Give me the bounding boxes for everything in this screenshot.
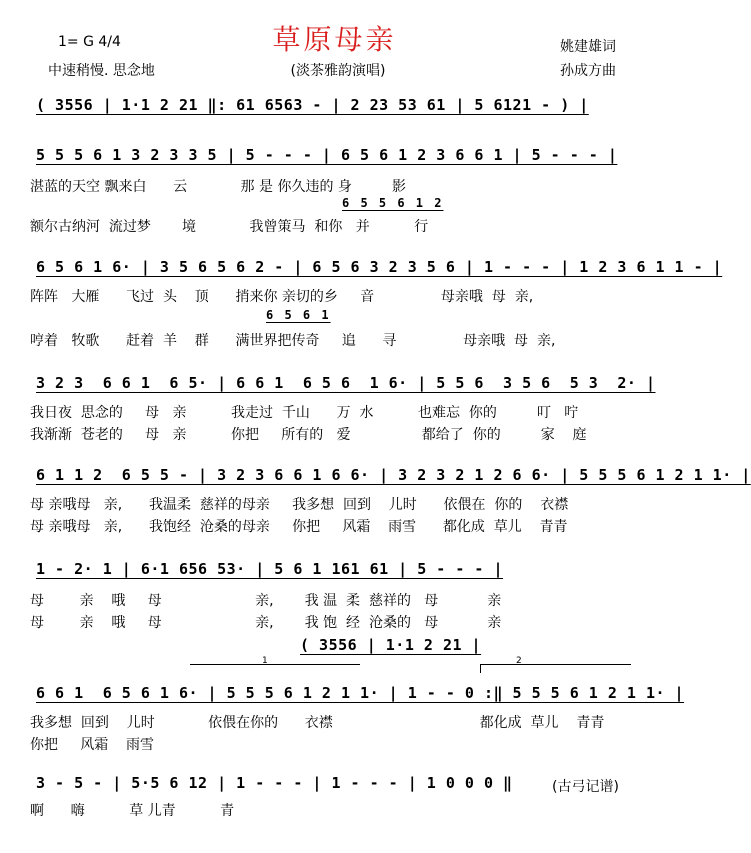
lyric-line-2b: 哼着 牧歌 赶着 羊 群 满世界把传奇 追 寻 母亲哦 母 亲, (30, 333, 556, 349)
tempo-marking: 中速稍慢. 思念地 (48, 63, 155, 79)
lyric-line-1b: 额尔古纳河 流过梦 境 我曾策马 和你 并 行 (30, 219, 429, 235)
ending-number-2: 2 (516, 656, 522, 666)
ending-number-1: 1 (262, 656, 268, 666)
notation-line-3: 3 2 3 6 6 1 6 5· | 6 6 1 6 5 6 1 6· | 5 5 6 3 5 6 5 3 2· | (36, 374, 656, 392)
lyric-line-1a: 湛蓝的天空 飘来白 云 那 是 你久违的 身 影 (30, 179, 406, 195)
lyric-line-4a: 母 亲哦母 亲, 我温柔 慈祥的母亲 我多想 回到 儿时 依偎在 你的 衣襟 (30, 497, 569, 513)
lyric-line-3a: 我日夜 思念的 母 亲 我走过 千山 万 水 也难忘 你的 叮 咛 (30, 405, 579, 421)
notation-line-intro: ( 3556 | 1·1 2 21 ‖: 61 6563 - | 2 23 53 61 | 5 6121 - ) | (36, 96, 589, 114)
notation-line-8: 3 - 5 - | 5·5 6 12 | 1 - - - | 1 - - - | 1 0 0 0 ‖ (36, 774, 513, 792)
singer-credit: (淡茶雅韵演唱) (290, 63, 386, 79)
lyric-line-3b: 我渐渐 苍老的 母 亲 你把 所有的 爱 都给了 你的 家 庭 (30, 427, 587, 443)
alt-notes-2: 6 5 6 1 (266, 308, 331, 322)
lyric-line-5b: 母 亲 哦 母 亲, 我 饱 经 沧桑的 母 亲 (30, 615, 502, 631)
lyric-line-8: 啊 嗨 草 儿青 青 (30, 803, 235, 819)
ending-bracket-2 (480, 664, 631, 673)
notation-line-1: 5 5 5 6 1 3 2 3 3 5 | 5 - - - | 6 5 6 1 2 3 6 6 1 | 5 - - - | (36, 146, 618, 164)
ending-bracket-1 (190, 664, 360, 673)
lyric-line-2a: 阵阵 大雁 飞过 头 顶 捎来你 亲切的乡 音 母亲哦 母 亲, (30, 289, 534, 305)
page-title: 草原母亲 (272, 23, 397, 56)
notation-line-2: 6 5 6 1 6· | 3 5 6 5 6 2 - | 6 5 6 3 2 3 5 6 | 1 - - - | 1 2 3 6 1 1 - | (36, 258, 723, 276)
lyric-line-7a: 我多想 回到 儿时 依偎在你的 衣襟 都化成 草儿 青青 (30, 715, 605, 731)
key-signature: 1= G 4/4 (58, 34, 121, 50)
notation-line-5: 1 - 2· 1 | 6·1 656 53· | 5 6 1 161 61 | 5 - - - | (36, 560, 504, 578)
lyricist-credit: 姚建雄词 (560, 39, 616, 55)
notation-line-interlude: ( 3556 | 1·1 2 21 | (300, 636, 482, 654)
notation-line-4: 6 1 1 2 6 5 5 - | 3 2 3 6 6 1 6 6· | 3 2 3 2 1 2 6 6· | 5 5 5 6 1 2 1 1· | (36, 466, 751, 484)
lyric-line-5a: 母 亲 哦 母 亲, 我 温 柔 慈祥的 母 亲 (30, 593, 502, 609)
lyric-line-7b: 你把 风霜 雨雪 (30, 737, 155, 753)
notation-line-7: 6 6 1 6 5 6 1 6· | 5 5 5 6 1 2 1 1· | 1 - - 0 :‖ 5 5 5 6 1 2 1 1· | (36, 684, 685, 702)
alt-notes-1: 6 5 5 6 1 2 (342, 196, 444, 210)
transcriber-note: (古弓记谱) (552, 779, 619, 795)
composer-credit: 孙成方曲 (560, 63, 616, 79)
lyric-line-4b: 母 亲哦母 亲, 我饱经 沧桑的母亲 你把 风霜 雨雪 都化成 草儿 青青 (30, 519, 568, 535)
